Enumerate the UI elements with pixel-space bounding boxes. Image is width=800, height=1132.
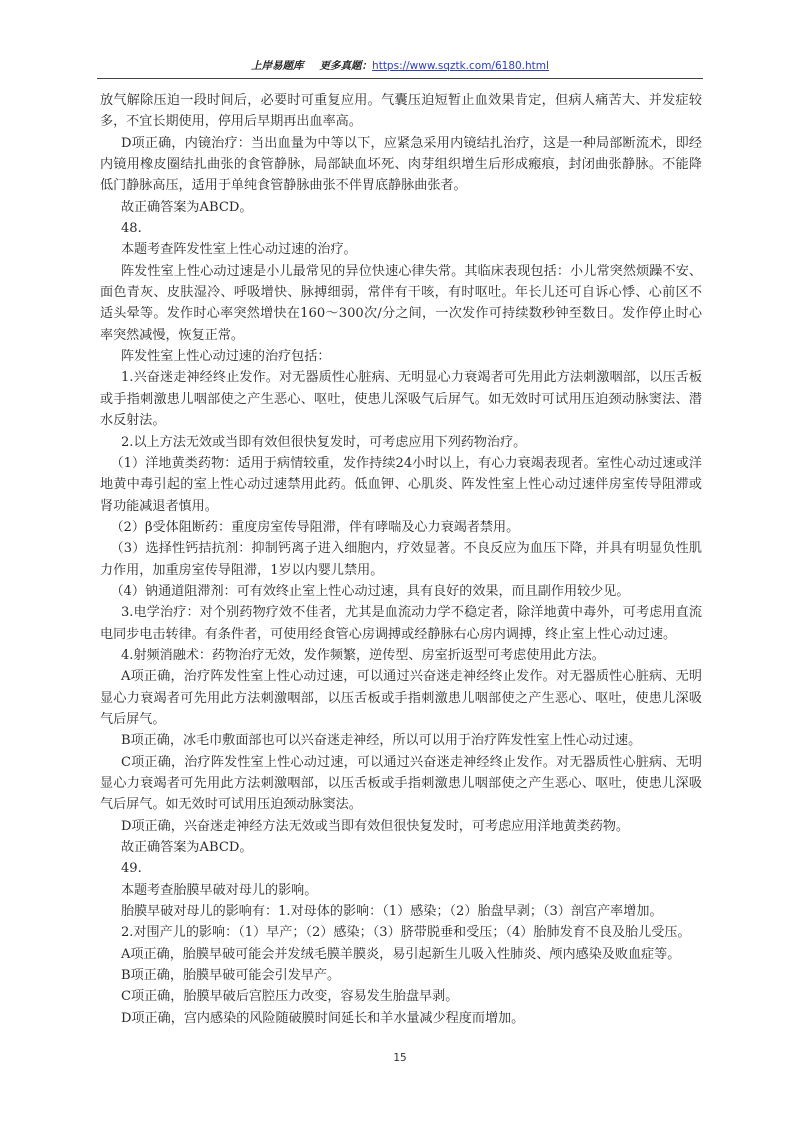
paragraph: 胎膜早破对母儿的影响有：1.对母体的影响：（1）感染；（2）胎盘早剥；（3）剖宫产率增加。 [120, 904, 663, 920]
paragraph: 本题考查胎膜早破对母儿的影响。 [120, 882, 318, 898]
paragraph: D项正确，宫内感染的风险随破膜时间延长和羊水量减少程度而增加。 [120, 1010, 525, 1026]
paragraph: B项正确，胎膜早破可能会引发早产。 [120, 968, 341, 984]
paragraph: （4）钠通道阻滞剂：可有效终止室上性心动过速，具有良好的效果，而且副作用较少见。 [110, 583, 630, 599]
paragraph: B项正确，冰毛巾敷面部也可以兴奋迷走神经，所以可以用于治疗阵发性室上性心动过速。 [120, 733, 642, 749]
document-body [100, 90, 702, 1029]
paragraph: 1.兴奋迷走神经终止发作。对无器质性心脏病、无明显心力衰竭者可先用此方法刺激咽部，以压舌板或手指刺激患儿咽部使之产生恶心、呕吐，使患儿深吸气后屏气。如无效时可试用压迫颈动脉窦法、潜水反射法。 [100, 370, 702, 429]
paragraph: A项正确，治疗阵发性室上性心动过速，可以通过兴奋迷走神经终止发作。对无器质性心脏病、无明显心力衰竭者可先用此方法刺激咽部，以压舌板或手指刺激患儿咽部使之产生恶心、呕吐，使患儿深吸气后屏气。 [100, 669, 702, 727]
paragraph: 本题考查阵发性室上性心动过速的治疗。 [120, 242, 357, 258]
paragraph: 阵发性室上性心动过速是小儿最常见的异位快速心律失常。其临床表现包括：小儿常突然烦躁不安、面色青灰、皮肤湿冷、呼吸增快、脉搏细弱，常伴有干咳，有时呕吐。年长儿还可自诉心悸、心前区不适头晕等。发作时心率突然增快在160～300次/分之间，一次发作可持续数秒钟至数日。发作停止时心率突然减慢，恢复正常。 [100, 263, 702, 343]
paragraph: D项正确，兴奋迷走神经方法无效或当即有效但很快复发时，可考虑应用洋地黄类药物。 [120, 818, 630, 834]
paragraph: 故正确答案为ABCD。 [120, 840, 253, 856]
paragraph: （2）β受体阻断药：重度房室传导阻滞，伴有哮喘及心力衰竭者禁用。 [110, 519, 520, 535]
paragraph: 49. [120, 861, 142, 877]
paragraph: 48. [120, 221, 142, 237]
source-link[interactable]: https://www.sqztk.com/6180.html [372, 60, 549, 72]
paragraph: 2.对围产儿的影响：（1）早产；（2）感染；（3）脐带脱垂和受压；（4）胎肺发育不良及胎儿受压。 [120, 925, 691, 941]
page-number: 15 [393, 1052, 407, 1064]
page-header [0, 58, 800, 76]
paragraph: 故正确答案为ABCD。 [120, 199, 253, 215]
paragraph: C项正确，治疗阵发性室上性心动过速，可以通过兴奋迷走神经终止发作。对无器质性心脏病、无明显心力衰竭者可先用此方法刺激咽部，以压舌板或手指刺激患儿咽部使之产生恶心、呕吐，使患儿深吸气后屏气。如无效时可试用压迫颈动脉窦法。 [100, 754, 702, 813]
paragraph: 放气解除压迫一段时间后，必要时可重复应用。气囊压迫短暂止血效果肯定，但病人痛苦大、并发症较多，不宜长期使用，停用后早期再出血率高。 [100, 93, 702, 130]
paragraph: 3.电学治疗：对个别药物疗效不佳者，尤其是血流动力学不稳定者，除洋地黄中毒外，可考虑用直流电同步电击转律。有条件者，可使用经食管心房调搏或经静脉右心房内调搏，终止室上性心动过速。 [100, 605, 702, 642]
paragraph: D项正确，内镜治疗：当出血量为中等以下，应紧急采用内镜结扎治疗，这是一种局部断流术，即经内镜用橡皮圈结扎曲张的食管静脉，局部缺血坏死、肉芽组织增生后形成瘢痕，封闭曲张静脉。不能降低门静脉高压，适用于单纯食管静脉曲张不伴胃底静脉曲张者。 [100, 135, 702, 194]
paragraph: （3）选择性钙拮抗剂：抑制钙离子进入细胞内，疗效显著。不良反应为血压下降，并具有明显负性肌力作用，加重房室传导阻滞，1岁以内婴儿禁用。 [100, 541, 702, 578]
paragraph: 阵发性室上性心动过速的治疗包括： [120, 349, 331, 365]
site-label: 上岸易题库 [251, 60, 304, 72]
paragraph: A项正确，胎膜早破可能会并发绒毛膜羊膜炎，易引起新生儿吸入性肺炎、颅内感染及败血症等。 [120, 946, 681, 962]
paragraph: 2.以上方法无效或当即有效但很快复发时，可考虑应用下列药物治疗。 [120, 434, 527, 450]
paragraph: （1）洋地黄类药物：适用于病情较重，发作持续24小时以上，有心力衰竭表现者。室性心动过速或洋地黄中毒引起的室上性心动过速禁用此药。低血钾、心肌炎、阵发性室上性心动过速伴房室传导阻滞或肾功能减退者慎用。 [100, 455, 702, 514]
paragraph: C项正确，胎膜早破后宫腔压力改变，容易发生胎盘早剥。 [120, 989, 459, 1005]
more-label: 更多真题： [319, 60, 373, 72]
paragraph: 4.射频消融术：药物治疗无效，发作频繁，逆传型、房室折返型可考虑使用此方法。 [120, 647, 605, 663]
header-rule [97, 78, 703, 79]
